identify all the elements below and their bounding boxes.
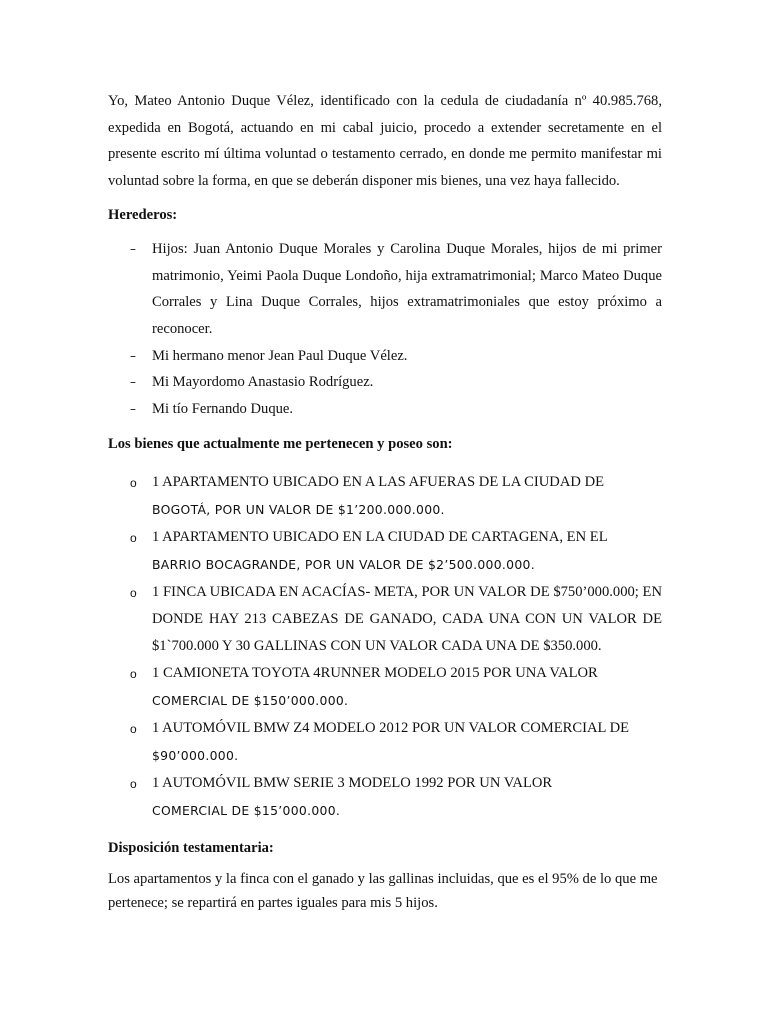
asset-item xyxy=(108,524,662,579)
asset-line-1: 1 CAMIONETA TOYOTA 4RUNNER MODELO 2015 POR UNA VALOR xyxy=(152,664,598,681)
asset-item xyxy=(108,660,662,715)
intro-paragraph: Yo, Mateo Antonio Duque Vélez, identificado con la cedula de ciudadanía nº 40.985.768, expedida en Bogotá, actuando en mi cabal juicio, procedo a extender secretamente en el presente escrito mí última voluntad o testamento cerrado, en donde me permito manifestar mi voluntad sobre la forma, en que se deberán disponer mis bienes, una vez haya fallecido. xyxy=(108,93,662,190)
dash-bullet: – xyxy=(130,375,136,390)
asset-line-2: COMERCIAL DE $150’000.000. xyxy=(152,692,349,708)
asset-line-1: 1 APARTAMENTO UBICADO EN LA CIUDAD DE CARTAGENA, EN EL xyxy=(152,528,608,545)
heir-item xyxy=(108,369,662,396)
heir-item xyxy=(108,396,662,423)
circle-bullet: o xyxy=(130,666,137,681)
asset-line-1: 1 AUTOMÓVIL BMW SERIE 3 MODELO 1992 POR UN VALOR xyxy=(152,774,553,791)
asset-item xyxy=(108,715,662,770)
asset-line-1: 1 AUTOMÓVIL BMW Z4 MODELO 2012 POR UN VALOR COMERCIAL DE xyxy=(152,719,630,736)
asset-item xyxy=(108,579,662,660)
asset-line-2: BARRIO BOCAGRANDE, POR UN VALOR DE $2’500.000.000. xyxy=(152,556,535,572)
dash-bullet: – xyxy=(130,241,136,256)
asset-item xyxy=(108,770,662,825)
dash-bullet: – xyxy=(130,402,136,417)
heir-text: Mi Mayordomo Anastasio Rodríguez. xyxy=(152,374,374,391)
asset-line-2: $90’000.000. xyxy=(152,747,239,763)
heir-text: Mi tío Fernando Duque. xyxy=(152,401,294,418)
circle-bullet: o xyxy=(130,585,137,600)
heirs-heading: Herederos: xyxy=(108,206,178,223)
dash-bullet: – xyxy=(130,348,136,363)
disposition-heading: Disposición testamentaria: xyxy=(108,839,274,856)
heir-item xyxy=(108,236,662,343)
heir-text: Mi hermano menor Jean Paul Duque Vélez. xyxy=(152,347,408,364)
asset-line-2: COMERCIAL DE $15’000.000. xyxy=(152,802,341,818)
circle-bullet: o xyxy=(130,721,137,736)
assets-heading: Los bienes que actualmente me pertenecen y poseo son: xyxy=(108,435,453,452)
disposition-paragraph: Los apartamentos y la finca con el ganado y las gallinas incluidas, que es el 95% de lo que me pertenece; se repartirá en partes iguales para mis 5 hijos. xyxy=(108,870,658,911)
assets-list xyxy=(108,469,662,825)
asset-item xyxy=(108,469,662,524)
document-page xyxy=(108,88,662,915)
circle-bullet: o xyxy=(130,776,137,791)
circle-bullet: o xyxy=(130,530,137,545)
heir-text: Hijos: Juan Antonio Duque Morales y Carolina Duque Morales, hijos de mi primer matrimonio, Yeimi Paola Duque Londoño, hija extramatrimonial; Marco Mateo Duque Corrales y Lina Duque Corrales, hijos extramatrimoniales que estoy próximo a reconocer. xyxy=(152,240,662,337)
heirs-list xyxy=(108,236,662,423)
asset-text: 1 FINCA UBICADA EN ACACÍAS- META, POR UN VALOR DE $750’000.000; EN DONDE HAY 213 CABEZAS DE GANADO, CADA UNA CON UN VALOR DE $1`700.000 Y 30 GALLINAS CON UN VALOR CADA UNA DE $350.000. xyxy=(152,583,662,654)
asset-line-2: BOGOTÁ, POR UN VALOR DE $1’200.000.000. xyxy=(152,501,445,517)
circle-bullet: o xyxy=(130,475,137,490)
heir-item xyxy=(108,343,662,370)
asset-line-1: 1 APARTAMENTO UBICADO EN A LAS AFUERAS DE LA CIUDAD DE xyxy=(152,473,605,490)
